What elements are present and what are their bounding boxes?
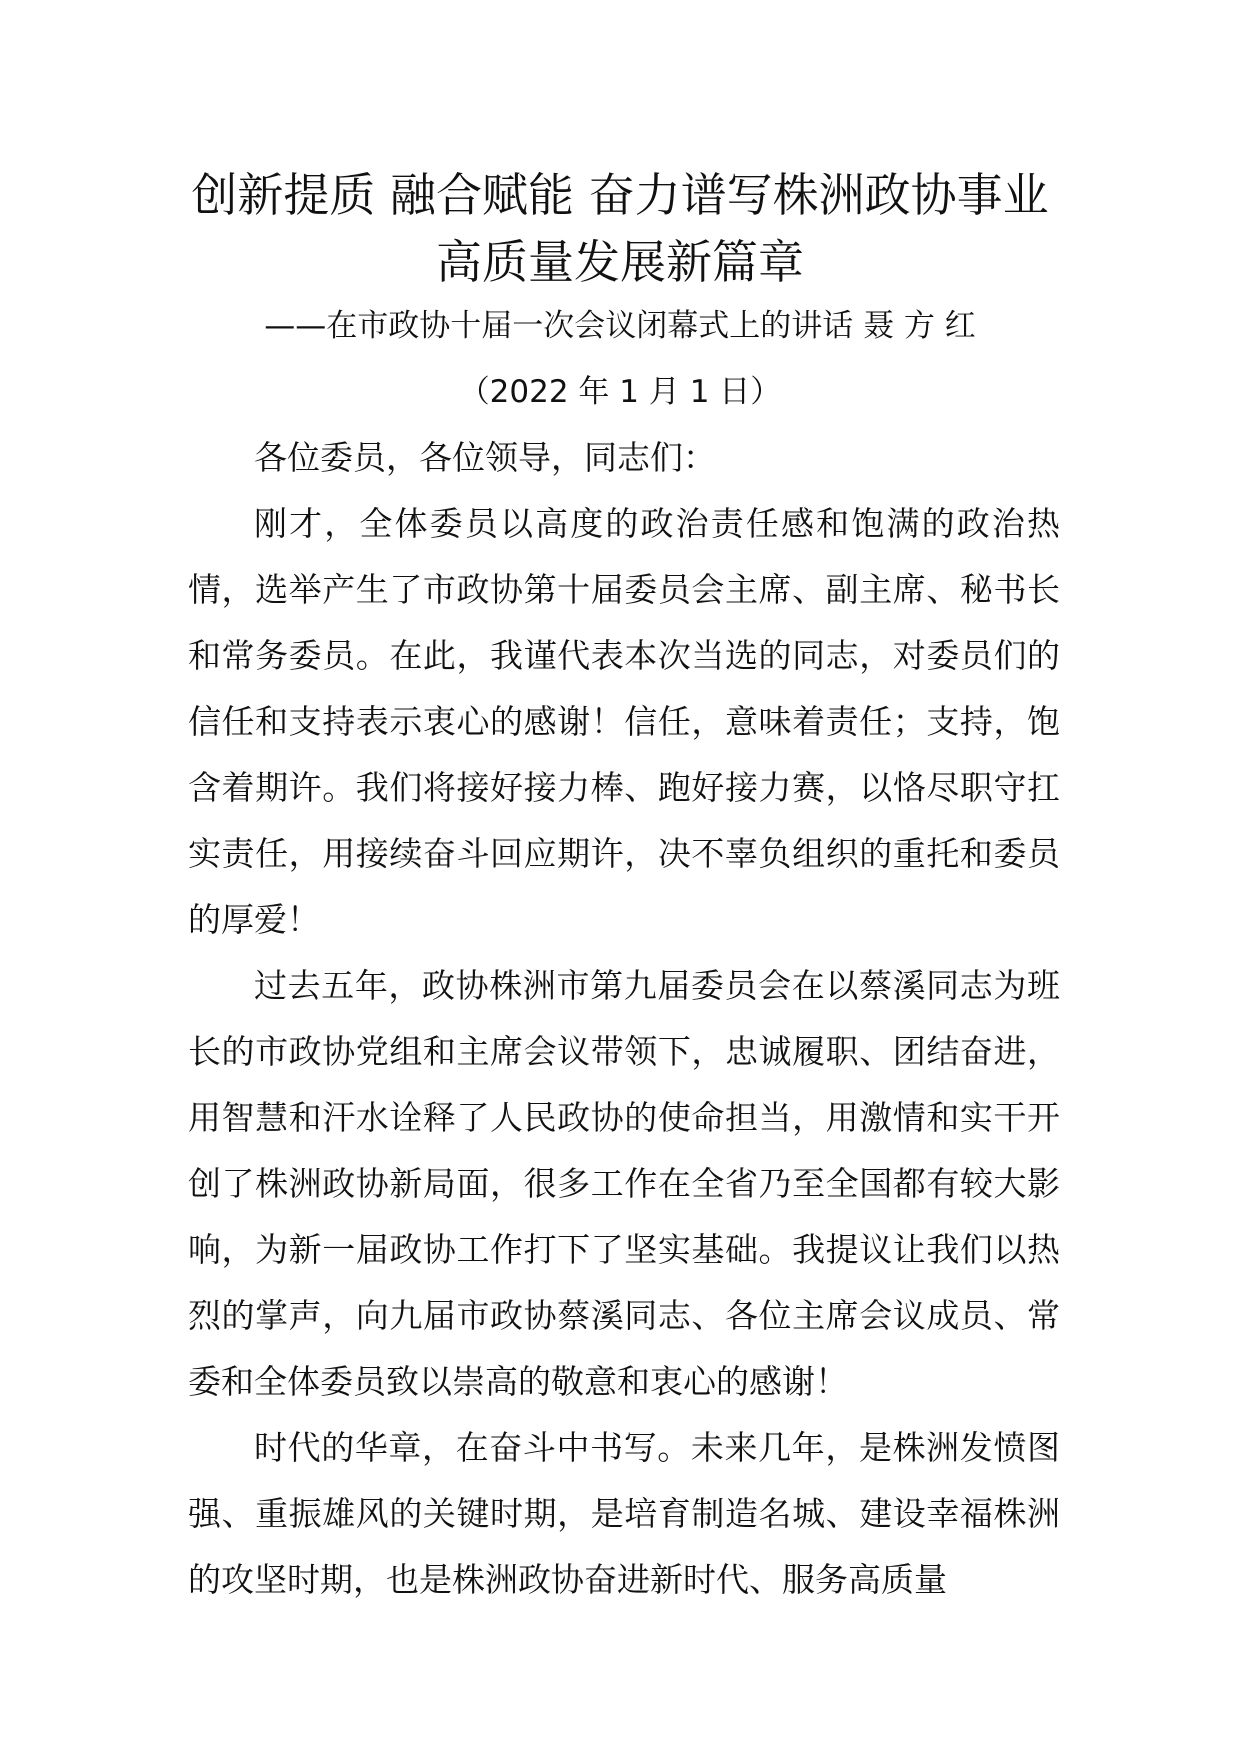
document-title-line-1: 创新提质 融合赋能 奋力谱写株洲政协事业 <box>191 168 1049 222</box>
paragraph: 刚才，全体委员以高度的政治责任感和饱满的政治热情，选举产生了市政协第十届委员会主席、副主席、秘书长和常务委员。在此，我谨代表本次当选的同志，对委员们的信任和支持表示衷心的感谢！信任，意味着责任；支持，饱含着期许。我们将接好接力棒、跑好接力赛，以恪尽职守扛实责任，用接续奋斗回应期许，决不辜负组织的重托和委员的厚爱！ <box>188 504 1060 939</box>
document-date: （2022 年 1 月 1 日） <box>458 374 782 410</box>
salutation: 各位委员，各位领导，同志们： <box>254 438 716 477</box>
salutation-block <box>188 425 1060 491</box>
document-subtitle: ——在市政协十届一次会议闭幕式上的讲话 聂 方 红 <box>264 308 976 344</box>
document-title-line-2: 高质量发展新篇章 <box>436 235 804 289</box>
paragraph: 时代的华章，在奋斗中书写。未来几年，是株洲发愤图强、重振雄风的关键时期，是培育制造名城、建设幸福株洲的攻坚时期，也是株洲政协奋进新时代、服务高质量 <box>188 1428 1060 1599</box>
body-paragraphs <box>188 491 1060 1613</box>
paragraph: 过去五年，政协株洲市第九届委员会在以蔡溪同志为班长的市政协党组和主席会议带领下，忠诚履职、团结奋进，用智慧和汗水诠释了人民政协的使命担当，用激情和实干开创了株洲政协新局面，很多工作在全省乃至全国都有较大影响，为新一届政协工作打下了坚实基础。我提议让我们以热烈的掌声，向九届市政协蔡溪同志、各位主席会议成员、常委和全体委员致以崇高的敬意和衷心的感谢！ <box>188 966 1060 1401</box>
